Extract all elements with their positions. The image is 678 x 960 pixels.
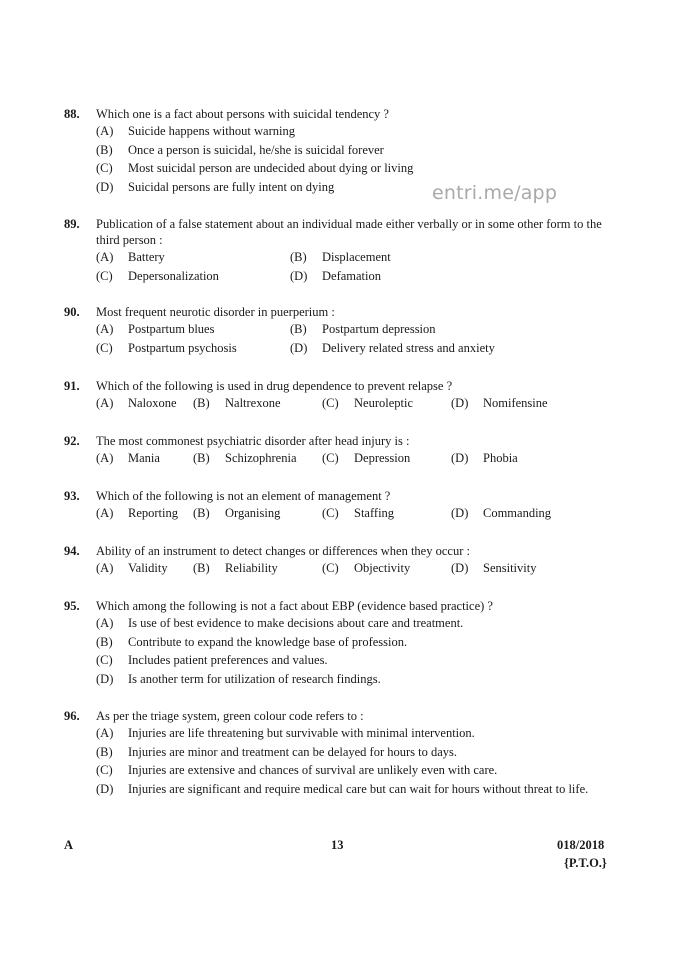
option-a (96, 724, 620, 743)
question-number: 96. (64, 709, 80, 723)
option-text: Contribute to expand the knowledge base of profession. (128, 634, 408, 649)
option-text: Phobia (483, 451, 518, 465)
options-row (96, 504, 620, 523)
options-list (96, 724, 620, 798)
option-text: Staffing (354, 506, 395, 520)
option-text: Injuries are minor and treatment can be delayed for hours to days. (128, 744, 458, 759)
option-d (96, 780, 620, 799)
option-label: (B) (290, 250, 307, 264)
question-89 (64, 216, 620, 285)
option-a (96, 122, 620, 141)
option-text: Commanding (483, 506, 552, 520)
option-text: Includes patient preferences and values. (128, 653, 328, 667)
option-text: Objectivity (354, 561, 411, 575)
option-c (322, 559, 451, 578)
option-label: (C) (322, 396, 339, 410)
option-text: Depression (354, 451, 411, 465)
question-number: 89. (64, 217, 80, 231)
option-text: Schizophrenia (225, 451, 297, 465)
option-label: (B) (193, 451, 210, 465)
option-b (193, 394, 322, 413)
option-label: (A) (96, 506, 114, 520)
option-label: (B) (193, 396, 210, 410)
option-a (96, 394, 193, 413)
option-text: Nomifensine (483, 396, 548, 410)
option-text: Displacement (322, 250, 391, 264)
question-text: Publication of a false statement about an individual made either verbally or in some other form to the third person : (96, 217, 602, 247)
option-c (322, 504, 451, 523)
option-a (96, 614, 620, 633)
options-row (96, 449, 620, 468)
question-94 (64, 543, 620, 578)
option-text: Postpartum psychosis (128, 340, 237, 355)
option-label: (C) (96, 268, 113, 283)
option-label: (C) (96, 763, 113, 777)
option-label: (B) (193, 561, 210, 575)
options-grid (96, 248, 620, 285)
question-number: 94. (64, 544, 80, 558)
option-a (96, 559, 193, 578)
option-label: (D) (96, 179, 114, 194)
option-text: Injuries are life threatening but survivable with minimal intervention. (128, 726, 475, 740)
option-label: (D) (290, 268, 308, 283)
question-text: As per the triage system, green colour code refers to : (96, 709, 364, 723)
option-text: Battery (128, 250, 165, 264)
options-grid (96, 320, 620, 357)
question-number: 95. (64, 599, 80, 613)
option-label: (A) (96, 451, 114, 465)
option-label: (C) (322, 561, 339, 575)
option-text: Depersonalization (128, 268, 219, 283)
question-text: Ability of an instrument to detect changes or differences when they occur : (96, 544, 470, 558)
option-text: Is another term for utilization of research findings. (128, 671, 381, 686)
option-label: (A) (96, 124, 114, 138)
pto-note: {P.T.O.} (564, 856, 607, 870)
footer-series: A (64, 838, 74, 852)
question-paper-code: 018/2018 (557, 838, 605, 852)
option-label: (A) (96, 396, 114, 410)
option-label: (A) (96, 561, 114, 575)
option-text: Validity (128, 561, 168, 575)
option-d (96, 670, 620, 689)
option-text: Reporting (128, 506, 178, 520)
question-number: 88. (64, 107, 80, 121)
option-b (290, 320, 436, 339)
option-d (290, 267, 381, 286)
question-text: Which one is a fact about persons with suicidal tendency ? (96, 107, 389, 121)
watermark: entri.me/app (432, 182, 558, 204)
option-text: Sensitivity (483, 561, 537, 575)
option-b (193, 504, 322, 523)
option-b (193, 559, 322, 578)
option-label: (C) (96, 161, 113, 175)
option-c (96, 267, 290, 286)
option-label: (A) (96, 616, 114, 630)
option-label: (B) (96, 744, 113, 759)
option-text: Naloxone (128, 396, 177, 410)
option-label: (B) (193, 506, 210, 520)
question-text: The most commonest psychiatric disorder after head injury is : (96, 434, 410, 448)
option-b (193, 449, 322, 468)
option-b (96, 743, 620, 762)
option-text: Suicidal persons are fully intent on dying (128, 179, 335, 194)
option-c (322, 449, 451, 468)
option-b (290, 248, 391, 267)
option-label: (D) (451, 396, 469, 410)
options-row (96, 559, 620, 578)
option-label: (A) (96, 726, 114, 740)
option-label: (D) (451, 561, 469, 575)
question-93 (64, 488, 620, 523)
option-label: (D) (290, 340, 308, 355)
option-label: (C) (322, 451, 339, 465)
option-label: (C) (322, 506, 339, 520)
question-number: 92. (64, 434, 80, 448)
option-b (96, 633, 620, 652)
question-90 (64, 304, 620, 357)
option-a (96, 504, 193, 523)
option-text: Organising (225, 506, 281, 520)
option-label: (C) (96, 340, 113, 355)
question-95 (64, 598, 620, 688)
question-text: Which of the following is used in drug dependence to prevent relapse ? (96, 379, 453, 393)
option-a (96, 449, 193, 468)
option-text: Postpartum blues (128, 322, 215, 336)
option-label: (A) (96, 250, 114, 264)
option-label: (D) (96, 671, 114, 686)
option-a (96, 320, 290, 339)
question-text: Most frequent neurotic disorder in puerperium : (96, 305, 335, 319)
option-label: (D) (451, 451, 469, 465)
option-text: Suicide happens without warning (128, 124, 295, 138)
option-label: (B) (290, 322, 307, 336)
option-c (322, 394, 451, 413)
option-text: Postpartum depression (322, 322, 436, 336)
option-label: (A) (96, 322, 114, 336)
option-label: (B) (96, 142, 113, 157)
option-d (290, 339, 495, 358)
options-list (96, 614, 620, 688)
question-text: Which of the following is not an element of management ? (96, 489, 391, 503)
page-number: 13 (331, 838, 344, 852)
option-text: Injuries are significant and require medical care but can wait for hours without threat to life. (128, 781, 589, 796)
option-d (451, 559, 536, 578)
question-number: 90. (64, 305, 80, 319)
option-text: Mania (128, 451, 160, 465)
option-d (451, 394, 548, 413)
option-b (96, 141, 620, 160)
question-text: Which among the following is not a fact about EBP (evidence based practice) ? (96, 599, 493, 613)
question-number: 93. (64, 489, 80, 503)
option-c (96, 339, 290, 358)
option-text: Defamation (322, 268, 382, 283)
option-c (96, 761, 620, 780)
options-row (96, 394, 620, 413)
question-96 (64, 708, 620, 798)
option-label: (B) (96, 634, 113, 649)
option-text: Most suicidal person are undecided about dying or living (128, 161, 414, 175)
question-number: 91. (64, 379, 80, 393)
option-label: (C) (96, 653, 113, 667)
question-91 (64, 378, 620, 413)
option-text: Naltrexone (225, 396, 281, 410)
option-c (96, 159, 620, 178)
option-label: (D) (451, 506, 469, 520)
question-92 (64, 433, 620, 468)
option-text: Is use of best evidence to make decisions about care and treatment. (128, 616, 464, 630)
option-c (96, 651, 620, 670)
option-text: Delivery related stress and anxiety (322, 340, 495, 355)
option-d (451, 449, 518, 468)
option-label: (D) (96, 781, 114, 796)
option-text: Injuries are extensive and chances of survival are unlikely even with care. (128, 763, 498, 777)
option-text: Once a person is suicidal, he/she is suicidal forever (128, 142, 384, 157)
option-text: Reliability (225, 561, 278, 575)
option-d (451, 504, 551, 523)
option-text: Neuroleptic (354, 396, 414, 410)
option-a (96, 248, 290, 267)
